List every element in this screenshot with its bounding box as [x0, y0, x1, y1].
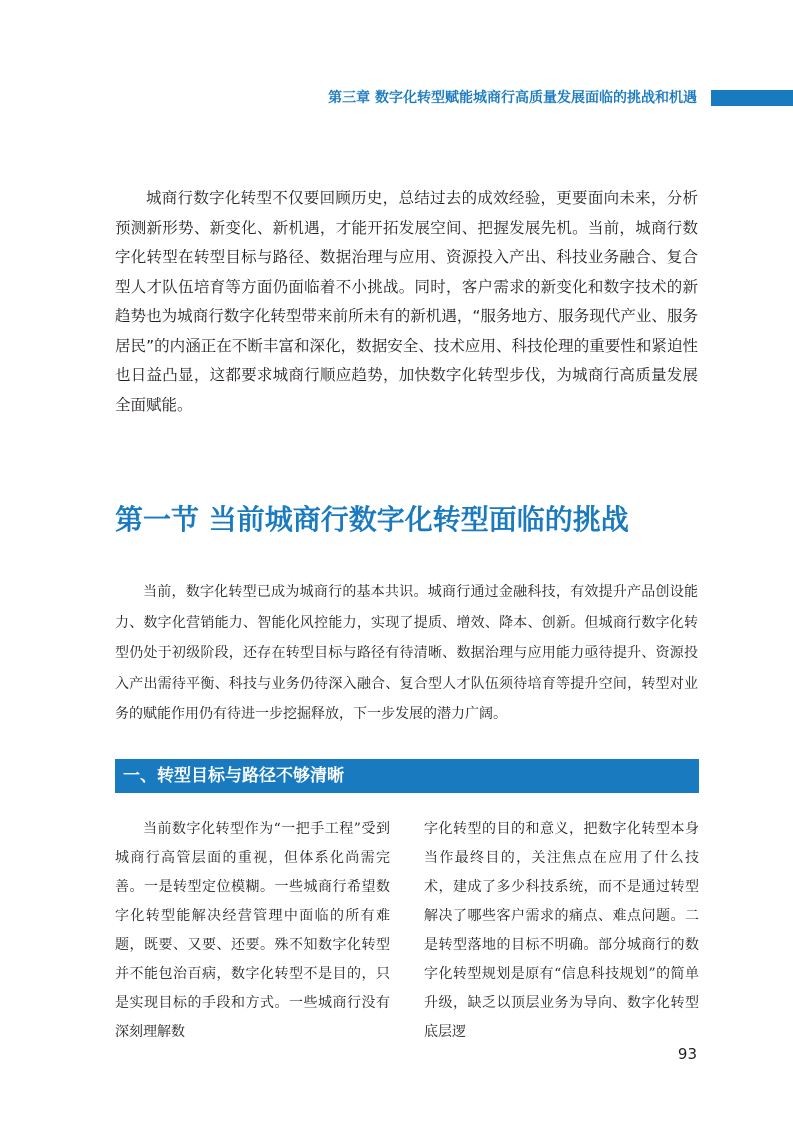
page-number: 93: [677, 1045, 697, 1063]
body-left-column: 当前数字化转型作为“一把手工程”受到城商行高管层面的重视，但体系化尚需完善。一是转型定位模糊。一些城商行希望数字化转型能解决经营管理中面临的所有难题，既要、又要、还要。殊不知数字化转型并不能包治百病，数字化转型不是目的，只是实现目标的手段和方式。一些城商行没有深刻理解数: [115, 821, 390, 1040]
header-accent-bar: [711, 90, 793, 106]
intro-paragraph: 城商行数字化转型不仅要回顾历史，总结过去的成效经验，更要面向未来，分析预测新形势、新变化、新机遇，才能开拓发展空间、把握发展先机。当前，城商行数字化转型在转型目标与路径、数据治理与应用、资源投入产出、科技业务融合、复合型人才队伍培育等方面仍面临着不小挑战。同时，客户需求的新变化和数字技术的新趋势也为城商行数字化转型带来前所未有的新机遇，“服务地方、服务现代产业、服务居民”的内涵正在不断丰富和深化，数据安全、技术应用、科技伦理的重要性和紧迫性也日益凸显，这都要求城商行顺应趋势，加快数字化转型步伐，为城商行高质量发展全面赋能。: [115, 189, 698, 414]
chapter-header: 第三章 数字化转型赋能城商行高质量发展面临的挑战和机遇: [328, 90, 697, 106]
body-right-column: 字化转型的目的和意义，把数字化转型本身当作最终目的，关注焦点在应用了什么技术，建成了多少科技系统，而不是通过转型解决了哪些客户需求的痛点、难点问题。二是转型落地的目标不明确。部分城商行的数字化转型规划是原有“信息科技规划”的简单升级，缺乏以顶层业务为导向、数字化转型底层逻: [424, 821, 699, 1040]
subsection-title-bar: 一、转型目标与路径不够清晰: [115, 759, 699, 793]
section-intro-paragraph: 当前，数字化转型已成为城商行的基本共识。城商行通过金融科技，有效提升产品创设能力、数字化营销能力、智能化风控能力，实现了提质、增效、降本、创新。但城商行数字化转型仍处于初级阶段，还存在转型目标与路径有待清晰、数据治理与应用能力亟待提升、资源投入产出需待平衡、科技与业务仍待深入融合、复合型人才队伍须待培育等提升空间，转型对业务的赋能作用仍有待进一步挖掘释放，下一步发展的潜力广阔。: [115, 584, 698, 723]
two-column-body: [115, 815, 699, 1040]
section-title: 第一节 当前城商行数字化转型面临的挑战: [115, 503, 629, 536]
